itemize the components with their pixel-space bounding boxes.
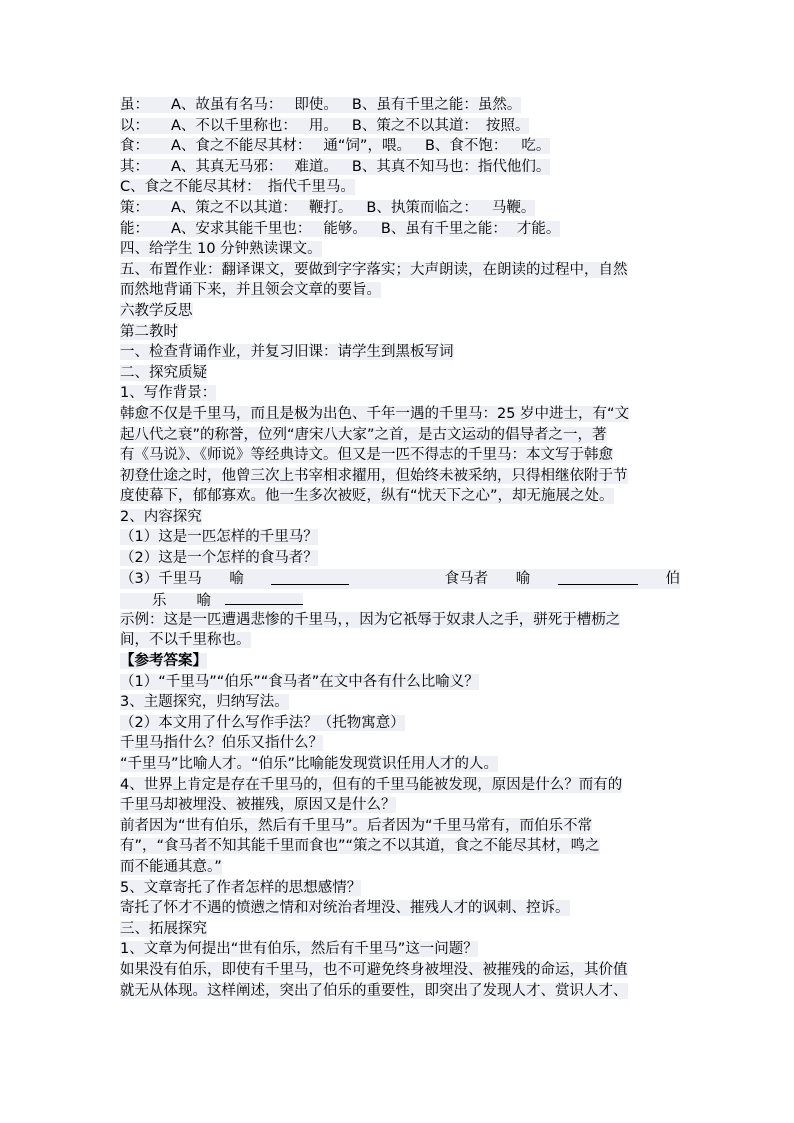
background-line-1: 韩愈不仅是千里马，而且是极为出色、千年一遇的千里马：25 岁中进士，有“文 [120,405,630,422]
section-six: 六教学反思 [120,302,193,319]
lesson-plan-text [120,95,680,1001]
blank-1 [271,569,349,585]
extension-answer-line-2: 就无从体现。这样阐述，突出了伯乐的重要性，即突出了发现人才、赏识人才、 [120,982,628,999]
vocab-line-sui: 虽： A、故虽有名马： 即使。 B、虽有千里之能：虽然。 [120,97,522,113]
content-inquiry-heading: 2、内容探究 [120,508,202,525]
question-3-line-1: （3）千里马 喻 食马者 喻 伯 [120,569,680,590]
background-line-5: 度使幕下，郁郁寡欢。他一生多次被贬，纵有“忧天下之心”，却无施展之处。 [120,488,614,505]
example-line-1: 示例：这是一匹遭遇悲惨的千里马，，因为它祇辱于奴隶人之手，骈死于槽枥之 [120,611,621,628]
reference-answer-heading: 【参考答案】 [120,653,207,670]
reference-4: “千里马”比喻人才。“伯乐”比喻能发现赏识任用人才的人。 [120,756,499,772]
theme-inquiry-heading: 3、主题探究，归纳写法。 [120,694,289,711]
answer-5: 寄托了怀才不遇的愤懑之情和对统治者埋没、摧残人才的讽刺、控诉。 [120,900,570,917]
writing-background-heading: 1、写作背景： [120,385,217,402]
example-line-2: 间，不以千里称也。 [120,632,251,649]
extension-answer-line-1: 如果没有伯乐，即使有千里马，也不可避免终身被埋没、被摧残的命运，其价值 [120,961,628,978]
question-3-line-2: 乐 喻 [120,589,680,610]
background-line-4: 初登仕途之时，他曾三次上书宰相求擢用，但始终未被采纳，只得相继依附于节 [120,467,628,484]
answer-4-line-3: 而不能通其意。” [120,858,222,875]
vocab-line-neng: 能： A、安求其能千里也： 能够。 B、虽有千里之能： 才能。 [120,220,561,237]
answer-4-line-1: 前者因为“世有伯乐，然后有千里马”。后者因为“千里马常有，而伯乐不常 [120,817,593,834]
lesson-two-heading: 第二教时 [120,323,178,340]
point-5: 5、文章寄托了作者怎样的思想感情？ [120,879,362,896]
vocab-line-qi-c: C、食之不能尽其材： 指代千里马。 [120,179,355,196]
vocab-line-shi: 食： A、食之不能尽其材： 通“饲”，喂。 B、食不饱： 吃。 [120,138,551,155]
vocab-line-yi: 以： A、不以千里称也： 用。 B、策之不以其道： 按照。 [120,117,530,134]
reference-3: 千里马指什么？伯乐又指什么？ [120,735,323,752]
reference-1: （1）“千里马”“伯乐”“食马者”在文中各有什么比喻义？ [120,673,479,690]
part-two: 二、探究质疑 [120,364,207,381]
vocab-line-ce: 策： A、策之不以其道： 鞭打。 B、执策而临之： 马鞭。 [120,199,536,216]
background-line-2: 起八代之衰”的称誉，位列“唐宋八大家”之首，是古文运动的倡导者之一，著 [120,426,607,443]
blank-3 [225,589,303,605]
extension-1: 1、文章为何提出“世有伯乐，然后有千里马”这一问题？ [120,941,478,958]
question-1: （1）这是一匹怎样的千里马？ [120,529,318,546]
part-three: 三、拓展探究 [120,920,207,937]
question-2: （2）这是一个怎样的食马者？ [120,550,318,567]
vocab-line-qi: 其： A、其真无马邪： 难道。 B、其真不知马也：指代他们。 [120,158,551,175]
answer-4-line-2: 有”，“食马者不知其能千里而食也”“策之不以其道，食之不能尽其材，鸣之 [120,838,600,855]
reference-2: （2）本文用了什么写作手法？（托物寓意） [120,714,405,731]
section-five-line-2: 而然地背诵下来，并且领会文章的要旨。 [120,282,381,299]
point-4-line-2: 千里马却被埋没、被摧残，原因又是什么？ [120,797,396,814]
background-line-3: 有《马说》、《师说》等经典诗文。但又是一匹不得志的千里马：本文写于韩愈 [120,447,613,464]
section-five-line-1: 五、布置作业：翻译课文，要做到字字落实；大声朗读，在朗读的过程中，自然 [120,261,628,278]
point-4-line-1: 4、世界上肯定是存在千里马的，但有的千里马能被发现，原因是什么？而有的 [120,776,623,793]
section-four: 四、给学生 10 分钟熟读课文。 [120,241,322,258]
part-one: 一、检查背诵作业，并复习旧课：请学生到黑板写词 [120,344,454,361]
blank-2 [558,569,638,585]
